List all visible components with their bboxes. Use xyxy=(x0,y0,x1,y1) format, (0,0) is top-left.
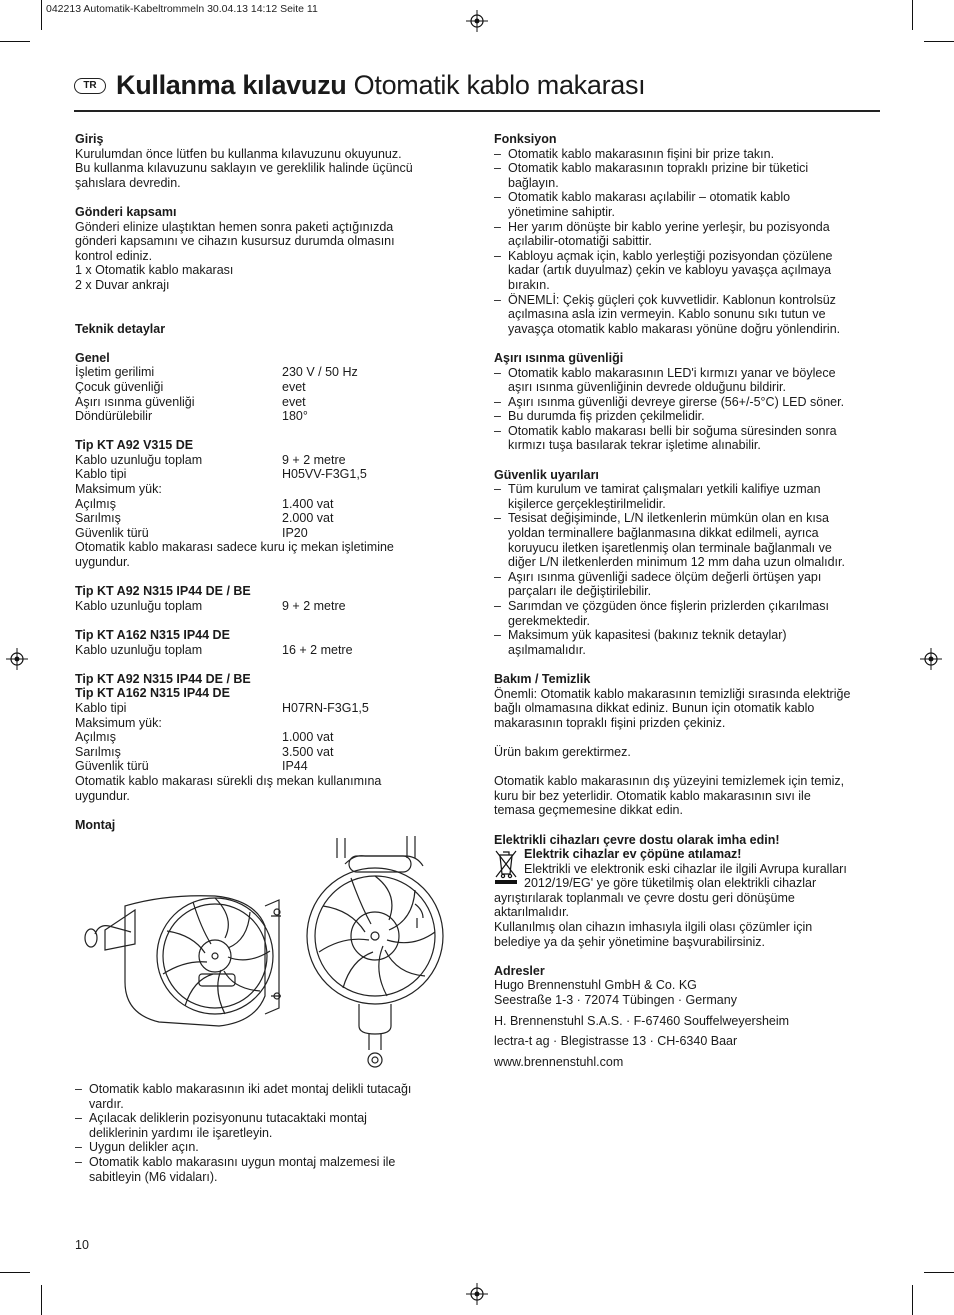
list-item: – Otomatik kablo makarasını uygun montaj malzemesi ile sabitleyin (M6 vidaları). xyxy=(75,1155,447,1184)
header-rule xyxy=(74,110,880,112)
spec-row: Döndürülebilir 180° xyxy=(75,409,308,424)
list-item: – Otomatik kablo makarası belli bir soğuma süresinden sonra kırmızı tuşa basılarak tekrar işletime alınabilir. xyxy=(494,424,882,453)
page-title xyxy=(116,70,645,101)
list-item: – Bu durumda fiş prizden çekilmelidir. xyxy=(494,409,882,424)
section-heading: Adresler xyxy=(494,963,545,978)
section-heading: Aşırı ısınma güvenliği xyxy=(494,350,624,365)
title-rest: Otomatik kablo makarası xyxy=(346,70,646,100)
crop-mark xyxy=(41,1285,42,1315)
list-item: – Otomatik kablo makarasının fişini bir prize takın. xyxy=(494,147,882,162)
registration-mark-icon xyxy=(466,1283,488,1305)
crop-mark xyxy=(912,0,913,30)
list-item: – Tüm kurulum ve tamirat çalışmaları yetkili kalifiye uzman kişilerce gerçekleştirilmelidir. xyxy=(494,482,882,511)
address-line: Seestraße 1-3 · 72074 Tübingen · Germany xyxy=(494,993,737,1008)
crop-mark xyxy=(924,1272,954,1273)
section-heading: Güvenlik uyarıları xyxy=(494,467,599,482)
text-line: 1 x Otomatik kablo makarası xyxy=(75,263,234,278)
section-heading: Teknik detaylar xyxy=(75,321,166,336)
list-item: – Sarımdan ve çözgüden önce fişlerin prizlerden çıkarılması gerekmektedir. xyxy=(494,599,882,628)
list-item: – Her yarım dönüşte bir kablo yerine yerleşir, bu pozisyonda açılabilir-otomatiği sabittir. xyxy=(494,220,882,249)
address-line: H. Brennenstuhl S.A.S. · F-67460 Souffelweyersheim xyxy=(494,1013,790,1028)
list-item: – Kabloyu açmak için, kablo yerleştiği pozisyondan çözülene kadar (artık duyulmaz) çekin ve kabloyu yavaşça açılmaya bırakın. xyxy=(494,249,882,293)
text-line: Otomatik kablo makarasının dış yüzeyini temizlemek için temiz, xyxy=(494,774,845,789)
text-line: belediye ya da şehir yönetimine başvurabilirsiniz. xyxy=(494,934,765,949)
text-line: Bu kullanma kılavuzunu saklayın ve gereklilik halinde üçüncü xyxy=(75,161,413,176)
spec-row: Açılmış 1.400 vat xyxy=(75,496,334,511)
section-heading: Bakım / Temizlik xyxy=(494,671,591,686)
spec-row: Maksimum yük: xyxy=(75,482,162,497)
text-line: uygundur. xyxy=(75,555,130,570)
page-number: 10 xyxy=(75,1238,89,1252)
registration-mark-icon xyxy=(466,10,488,32)
spec-row: Sarılmış 2.000 vat xyxy=(75,511,334,526)
text-line: ayrıştırılarak toplanmalı ve çevre dostu geri dönüşüme xyxy=(494,890,795,905)
website-link[interactable]: www.brennenstuhl.com xyxy=(494,1054,624,1069)
list-item: – Tesisat değişiminde, L/N iletkenlerin mümkün olan en kısa yoldan terminallere bağlanmasına dikkat edilmeli, ayrıca koruyucu iletken işaretlenmiş olan terminale bağlanmalı ve diğer L/N iletkenlerden minimum 12 mm daha uzun olmalıdır. xyxy=(494,511,882,569)
title-bold: Kullanma kılavuzu xyxy=(116,70,347,100)
section-heading: Gönderi kapsamı xyxy=(75,204,177,219)
spec-row: Kablo uzunluğu toplam 9 + 2 metre xyxy=(75,452,346,467)
registration-mark-icon xyxy=(6,648,28,670)
section-heading: Tip KT A162 N315 IP44 DE xyxy=(75,628,230,642)
address-line: lectra-t ag · Blegistrasse 13 · CH-6340 Baar xyxy=(494,1034,738,1049)
list-item: – Otomatik kablo makarasının topraklı prizine bir tüketici bağlayın. xyxy=(494,161,882,190)
text-line: Otomatik kablo makarası sadece kuru iç mekan işletimine xyxy=(75,540,394,555)
text-line: Gönderi elinize ulaştıktan hemen sonra paketi açtığınızda xyxy=(75,219,394,234)
spec-row: Sarılmış 3.500 vat xyxy=(75,744,334,759)
cable-reel-illustration xyxy=(75,826,455,1076)
spec-row: Kablo tipi H05VV-F3G1,5 xyxy=(75,467,367,482)
spec-row: Güvenlik türü IP20 xyxy=(75,525,308,540)
list-item: – Maksimum yük kapasitesi (bakınız teknik detaylar) aşılmamalıdır. xyxy=(494,628,882,657)
spec-row: Açılmış 1.000 vat xyxy=(75,730,334,745)
text-line: bağlı olmamasına dikkat ediniz. Bunun için otomatik kablo xyxy=(494,701,815,716)
crop-mark xyxy=(41,0,42,30)
registration-mark-icon xyxy=(920,648,942,670)
section-heading: Montaj xyxy=(75,817,116,832)
text-line: uygundur. xyxy=(75,788,130,803)
spec-row: Çocuk güvenliği evet xyxy=(75,379,306,394)
crop-mark xyxy=(0,41,30,42)
section-heading: Fonksiyon xyxy=(494,132,557,146)
text-line: Ürün bakım gerektirmez. xyxy=(494,744,631,759)
text-line: 2012/19/EG' ye göre tüketilmiş olan elektrikli cihazlar xyxy=(524,876,817,891)
spec-row: Kablo tipi H07RN-F3G1,5 xyxy=(75,700,369,715)
left-column xyxy=(75,132,447,832)
list-item: – Aşırı ısınma güvenliği devreye girerse (56+/-5°C) LED söner. xyxy=(494,395,882,410)
text-line: kontrol ediniz. xyxy=(75,248,153,263)
section-heading: Genel xyxy=(75,350,110,365)
list-item: – Otomatik kablo makarasının iki adet montaj delikli tutacağı vardır. xyxy=(75,1082,447,1111)
crop-mark xyxy=(924,41,954,42)
section-heading: Elektrikli cihazları çevre dostu olarak imha edin! xyxy=(494,832,780,847)
section-heading: Tip KT A162 N315 IP44 DE xyxy=(75,686,230,701)
crop-mark xyxy=(912,1285,913,1315)
spec-row: Kablo uzunluğu toplam 9 + 2 metre xyxy=(75,598,346,613)
text-line: Elektrikli ve elektronik eski cihazlar ile ilgili Avrupa kuralları xyxy=(524,861,847,876)
language-badge: TR xyxy=(74,78,106,94)
text-line: temasa geçmemesine dikkat edin. xyxy=(494,803,683,818)
text-line: Kurulumdan önce lütfen bu kullanma kılavuzunu okuyunuz. xyxy=(75,146,402,161)
text-line: gönderi kapsamını ve cihazın kusursuz durumda olmasını xyxy=(75,234,395,249)
text-line: 2 x Duvar ankrajı xyxy=(75,277,170,292)
text-line: Önemli: Otomatik kablo makarasının temizliği sırasında elektriğe xyxy=(494,686,851,701)
weee-block xyxy=(494,847,882,891)
text-line: Otomatik kablo makarası sürekli dış mekan kullanımına xyxy=(75,773,382,788)
list-item: – Otomatik kablo makarasının LED'i kırmızı yanar ve böylece aşırı ısınma güvenliğinin devrede olduğunu bildirir. xyxy=(494,366,882,395)
list-item: – Otomatik kablo makarası açılabilir – otomatik kablo yönetimine sahiptir. xyxy=(494,190,882,219)
spec-row: Kablo uzunluğu toplam 16 + 2 metre xyxy=(75,642,353,657)
right-column xyxy=(494,132,882,1069)
text-line: makarasının topraklı fişini prizden çekiniz. xyxy=(494,715,726,730)
text-line: Kullanılmış olan cihazın imhasıyla ilgili olası çözümler için xyxy=(494,920,813,935)
spec-row: Aşırı ısınma güvenliği evet xyxy=(75,394,306,409)
section-heading: Tip KT A92 V315 DE xyxy=(75,438,194,453)
text-line: kuru bir bez yeterlidir. Otomatik kablo makarasının sıvı ile xyxy=(494,788,811,803)
print-slug: 042213 Automatik-Kabeltrommeln 30.04.13 14:12 Seite 11 xyxy=(46,3,318,15)
section-heading: Giriş xyxy=(75,132,104,146)
spec-row: İşletim gerilimi 230 V / 50 Hz xyxy=(75,365,358,380)
list-item: – Uygun delikler açın. xyxy=(75,1140,447,1155)
crossed-bin-icon xyxy=(494,849,518,885)
text-line: aktarılmalıdır. xyxy=(494,905,570,920)
address-line: Hugo Brennenstuhl GmbH & Co. KG xyxy=(494,978,697,993)
section-heading: Tip KT A92 N315 IP44 DE / BE xyxy=(75,584,251,599)
list-item: – ÖNEMLİ: Çekiş güçleri çok kuvvetlidir. Kablonun kontrolsüz açılmasına asla izin vermeyin. Kablo sonunu sıkı tutun ve yavaşça otomatik kablo makarası yönüne doğru yönlendirin. xyxy=(494,293,882,337)
crop-mark xyxy=(0,1272,30,1273)
list-item: – Açılacak deliklerin pozisyonunu tutacaktaki montaj deliklerinin yardımı ile işaretleyin. xyxy=(75,1111,447,1140)
spec-row: Maksimum yük: xyxy=(75,715,162,730)
page-header xyxy=(74,70,880,112)
section-heading: Tip KT A92 N315 IP44 DE / BE xyxy=(75,671,251,686)
section-subheading: Elektrik cihazlar ev çöpüne atılamaz! xyxy=(524,847,742,862)
mounting-list xyxy=(75,1082,447,1184)
spec-row: Güvenlik türü IP44 xyxy=(75,759,308,774)
list-item: – Aşırı ısınma güvenliği sadece ölçüm değerli örtüşen yapı parçaları ile değiştirilebilir. xyxy=(494,570,882,599)
text-line: şahıslara devredin. xyxy=(75,175,181,190)
